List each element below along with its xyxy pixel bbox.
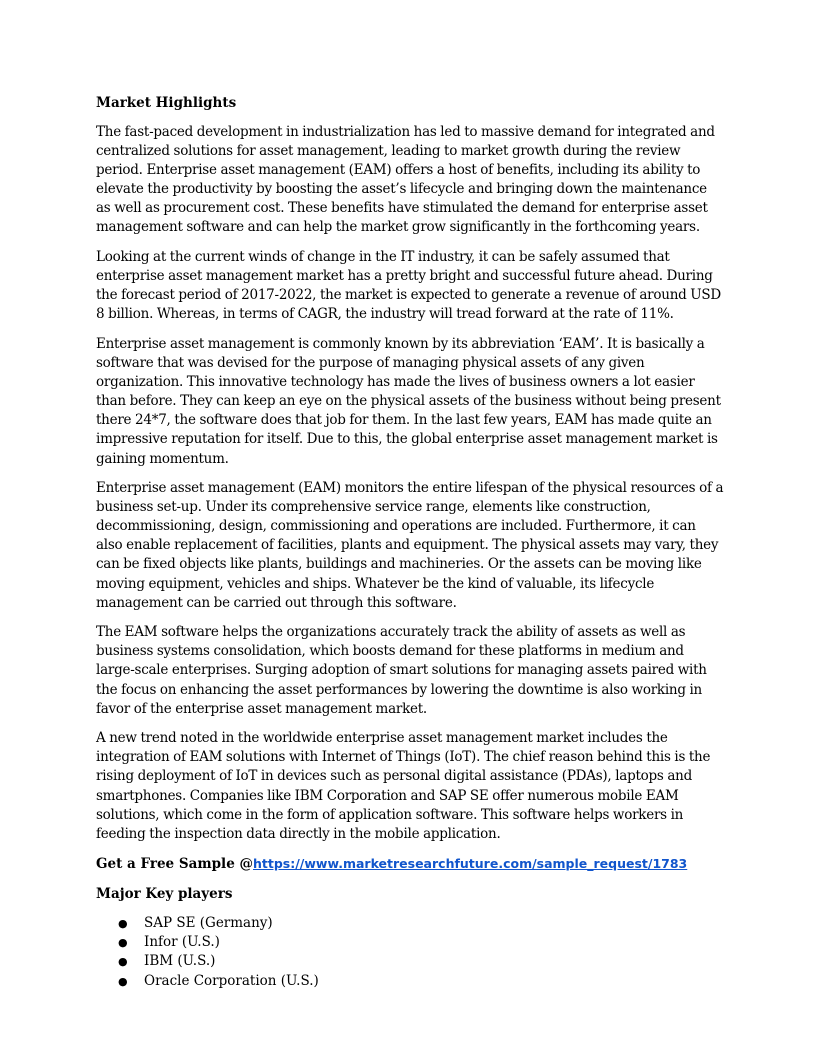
paragraph-forecast: Looking at the current winds of change in the IT industry, it can be safely assumed that enterprise asset management market has a pretty bright and successful future ahead. During the forecast period of 2017-2022, the market is expected to generate a revenue of around USD 8 billion. Whereas, in terms of CAGR, the industry will tread forward at the rate of 11%.: [96, 249, 721, 323]
paragraph-iot-trend: A new trend noted in the worldwide enterprise asset management market includes the integration of EAM solutions with Internet of Things (IoT). The chief reason behind this is the rising deployment of IoT in devices such as personal digital assistance (PDAs), laptops and smartphones. Companies like IBM Corporation and SAP SE offer numerous mobile EAM solutions, which come in the form of application software. This software helps workers in feeding the inspection data directly in the mobile application.: [96, 730, 711, 842]
bullet-icon: ●: [118, 916, 128, 930]
sample-request-link[interactable]: https://www.marketresearchfuture.com/sample_request/1783: [252, 856, 688, 872]
section-heading-market-highlights: Market Highlights: [96, 95, 237, 111]
paragraph-eam-definition: Enterprise asset management is commonly known by its abbreviation ‘EAM’. It is basically a software that was devised for the purpose of managing physical assets of any given organization. This innovative technology has made the lives of business owners a lot easier than before. They can keep an eye on the physical assets of the business without being present there 24*7, the software does that job for them. In the last few years, EAM has made quite an impressive reputation for itself. Due to this, the global enterprise asset management market is gaining momentum.: [96, 335, 721, 467]
bullet-icon: ●: [118, 955, 128, 969]
list-item: [118, 952, 724, 971]
player-name: Infor (U.S.): [144, 934, 220, 951]
player-name: IBM (U.S.): [144, 953, 216, 970]
player-name: Oracle Corporation (U.S.): [144, 972, 319, 989]
list-item: [118, 972, 724, 991]
paragraph-industrialization: The fast-paced development in industrialization has led to massive demand for integrated and centralized solutions for asset management, leading to market growth during the review period. Enterprise asset management (EAM) offers a host of benefits, including its ability to elevate the productivity by boosting the asset’s lifecycle and bringing down the maintenance as well as procurement cost. These benefits have stimulated the demand for enterprise asset management software and can help the market grow significantly in the forthcoming years.: [96, 124, 715, 236]
paragraph-lifecycle: Enterprise asset management (EAM) monitors the entire lifespan of the physical resources of a business set-up. Under its comprehensive service range, elements like construction, decommissioning, design, commissioning and operations are included. Furthermore, it can also enable replacement of facilities, plants and equipment. The physical assets may vary, they can be fixed objects like plants, buildings and machineries. Or the assets can be moving like moving equipment, vehicles and ships. Whatever be the kind of valuable, its lifecycle management can be carried out through this software.: [96, 480, 724, 611]
list-item: [118, 914, 724, 933]
free-sample-line: [96, 854, 724, 874]
list-item: [118, 933, 724, 952]
player-name: SAP SE (Germany): [144, 914, 273, 931]
document-page: [96, 94, 724, 991]
paragraph-tracking: The EAM software helps the organizations accurately track the ability of assets as well as business systems consolidation, which boosts demand for these platforms in medium and large-scale enterprises. Surging adoption of smart solutions for managing assets paired with the focus on enhancing the asset performances by lowering the downtime is also working in favor of the enterprise asset management market.: [96, 624, 707, 717]
bullet-icon: ●: [118, 974, 128, 988]
free-sample-label: Get a Free Sample @: [96, 856, 253, 873]
section-heading-key-players: Major Key players: [96, 885, 233, 902]
bullet-icon: ●: [118, 936, 128, 950]
key-players-list: [96, 914, 724, 991]
